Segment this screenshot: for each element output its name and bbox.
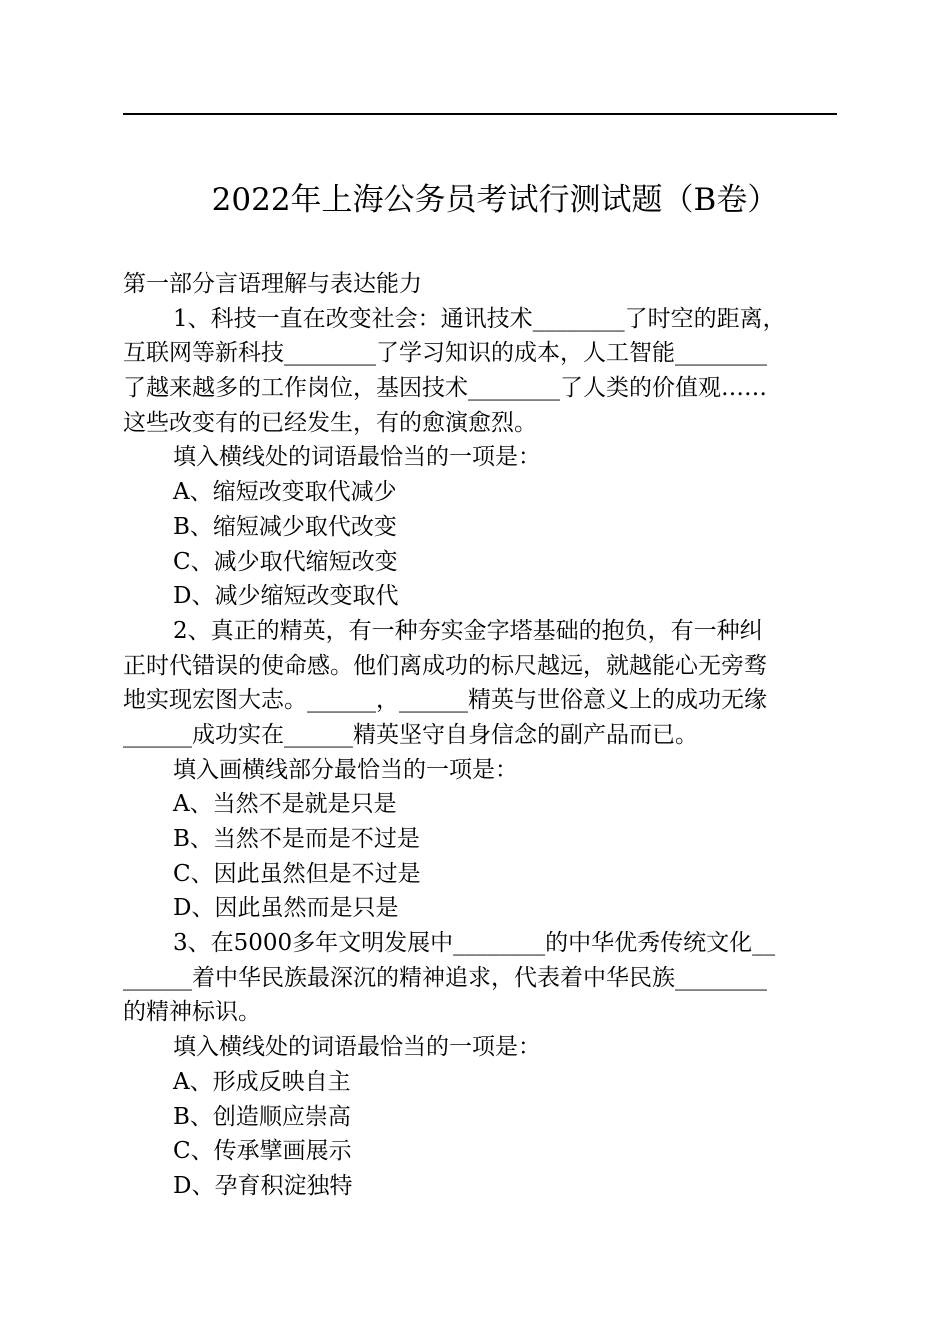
question-stem-line: 了越来越多的工作岗位，基因技术________了人类的价值观…… bbox=[123, 375, 767, 402]
answer-option: B、缩短减少取代改变 bbox=[173, 513, 397, 540]
question-stem-line: 这些改变有的已经发生，有的愈演愈烈。 bbox=[123, 409, 537, 436]
answer-option: C、减少取代缩短改变 bbox=[173, 548, 398, 575]
answer-option: A、缩短改变取代减少 bbox=[173, 479, 397, 506]
answer-option: A、当然不是就是只是 bbox=[173, 791, 397, 818]
question-stem-line: 3、在5000多年文明发展中________的中华优秀传统文化__ bbox=[173, 930, 776, 957]
question-stem-line: 互联网等新科技________了学习知识的成本，人工智能________ bbox=[123, 340, 767, 367]
answer-option: C、因此虽然但是不过是 bbox=[173, 860, 421, 887]
question-prompt: 填入画横线部分最恰当的一项是： bbox=[173, 756, 518, 783]
question-1 bbox=[123, 302, 837, 614]
answer-option: A、形成反映自主 bbox=[173, 1068, 351, 1095]
section-heading: 第一部分言语理解与表达能力 bbox=[123, 271, 422, 297]
answer-option: D、减少缩短改变取代 bbox=[173, 583, 399, 610]
question-stem-line: 地实现宏图大志。______，______精英与世俗意义上的成功无缘 bbox=[123, 687, 767, 714]
answer-option: D、孕育积淀独特 bbox=[173, 1172, 353, 1199]
question-stem-line: 2、真正的精英，有一种夯实金字塔基础的抱负，有一种纠 bbox=[173, 617, 763, 644]
question-2 bbox=[123, 614, 837, 926]
question-stem-line: 正时代错误的使命感。他们离成功的标尺越远，就越能心无旁骛 bbox=[123, 652, 767, 679]
document-body bbox=[123, 267, 837, 1204]
answer-option: B、当然不是而是不过是 bbox=[173, 826, 420, 852]
document-title: 2022年上海公务员考试行测试题（B卷） bbox=[211, 182, 779, 218]
header-rule bbox=[123, 113, 837, 115]
answer-option: C、传承擘画展示 bbox=[173, 1138, 352, 1165]
answer-option: B、创造顺应崇高 bbox=[173, 1103, 351, 1130]
question-prompt: 填入横线处的词语最恰当的一项是： bbox=[173, 1034, 541, 1061]
question-prompt: 填入横线处的词语最恰当的一项是： bbox=[173, 444, 541, 471]
question-stem-line: ______着中华民族最深沉的精神追求，代表着中华民族________ bbox=[123, 964, 767, 991]
question-3 bbox=[123, 926, 837, 1204]
answer-option: D、因此虽然而是只是 bbox=[173, 895, 399, 922]
question-stem-line: ______成功实在______精英坚守自身信念的副产品而已。 bbox=[123, 721, 698, 748]
question-stem-line: 1、科技一直在改变社会：通讯技术________了时空的距离， bbox=[173, 305, 786, 332]
question-stem-line: 的精神标识。 bbox=[123, 999, 261, 1026]
